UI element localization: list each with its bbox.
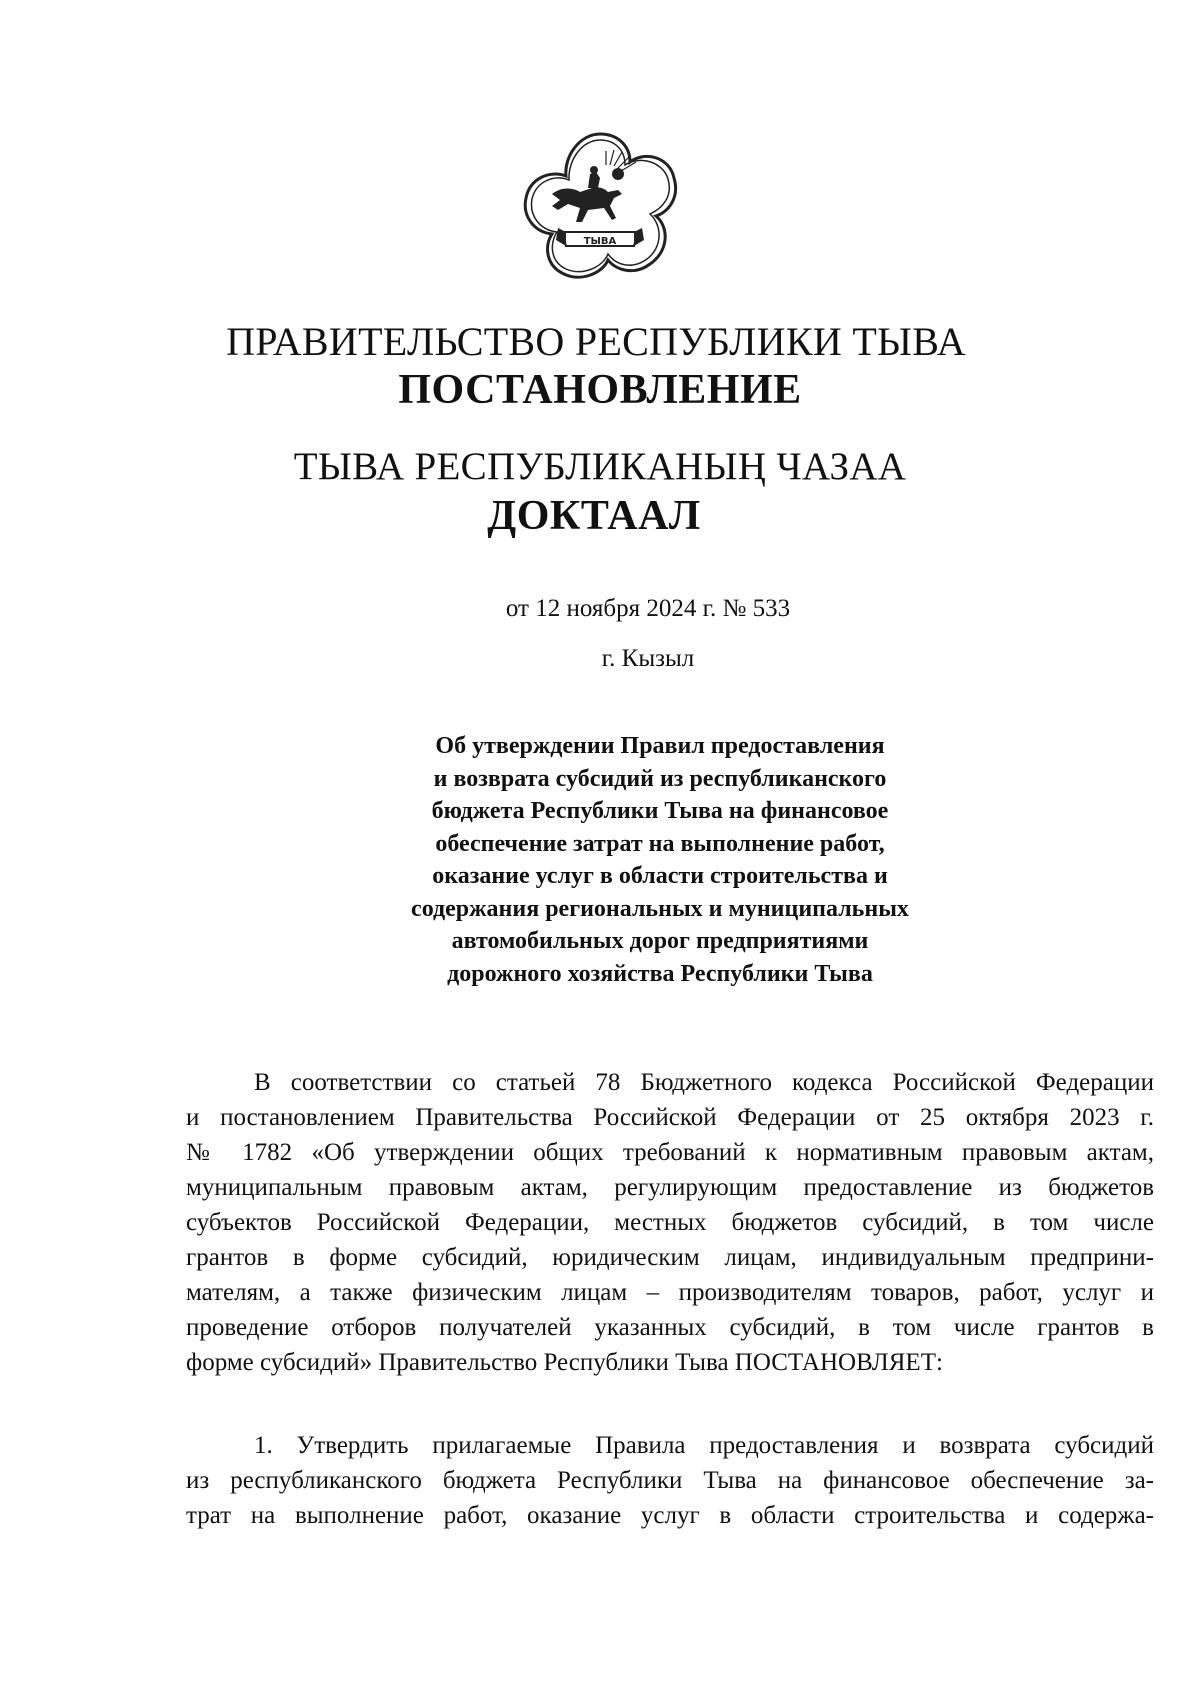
decree-heading-ru: ПОСТАНОВЛЕНИЕ	[398, 367, 802, 413]
body-line: В соответствии со статьей 78 Бюджетного кодекса Российской Федерации	[254, 1069, 1154, 1096]
emblem-inscription: ТЫВА	[583, 236, 617, 247]
decree-date-number: от 12 ноября 2024 г. № 533	[505, 595, 791, 622]
decree-title	[360, 730, 960, 990]
government-name-tyv: ТЫВА РЕСПУБЛИКАНЫҢ ЧАЗАА	[293, 445, 907, 488]
body-line: и постановлением Правительства Российской Федерации от 25 октября 2023 г.	[186, 1104, 1154, 1131]
body-line: № 1782 «Об утверждении общих требований к нормативным правовым актам,	[186, 1139, 1154, 1166]
body-line: из республиканского бюджета Республики Тыва на финансовое обеспечение за-	[186, 1467, 1154, 1494]
body-line: субъектов Российской Федерации, местных бюджетов субсидий, в том числе	[186, 1209, 1154, 1236]
title-line: содержания региональных и муниципальных	[411, 895, 909, 922]
body-line: 1. Утвердить прилагаемые Правила предоставления и возврата субсидий	[254, 1432, 1154, 1459]
body-line: проведение отборов получателей указанных субсидий, в том числе грантов в	[186, 1314, 1154, 1341]
body-line: мателям, а также физическим лицам – производителям товаров, работ, услуг и	[186, 1279, 1154, 1306]
title-line: бюджета Республики Тыва на финансовое	[431, 798, 889, 824]
government-name-ru: ПРАВИТЕЛЬСТВО РЕСПУБЛИКИ ТЫВА	[226, 319, 966, 364]
body-line: форме субсидий» Правительство Республики Тыва ПОСТАНОВЛЯЕТ:	[186, 1349, 943, 1376]
body-line: грантов в форме субсидий, юридическим лицам, индивидуальным предприни-	[186, 1244, 1154, 1271]
title-line: Об утверждении Правил предоставления	[435, 733, 885, 759]
item-1-paragraph	[186, 1428, 1154, 1533]
decree-heading-tyv: ДОКТААЛ	[487, 493, 701, 539]
preamble-paragraph	[186, 1065, 1154, 1380]
title-line: и возврата субсидий из республиканского	[433, 765, 887, 792]
coat-of-arms-tuva-icon	[518, 128, 682, 286]
body-line: муниципальным правовым актам, регулирующим предоставление из бюджетов	[186, 1174, 1154, 1201]
title-line: оказание услуг в области строительства и	[432, 863, 888, 889]
body-line: трат на выполнение работ, оказание услуг в области строительства и содержа-	[186, 1502, 1154, 1529]
decree-city: г. Кызыл	[601, 645, 695, 672]
title-line: дорожного хозяйства Республики Тыва	[447, 960, 873, 987]
title-line: обеспечение затрат на выполнение работ,	[435, 830, 885, 857]
title-line: автомобильных дорог предприятиями	[451, 928, 869, 954]
